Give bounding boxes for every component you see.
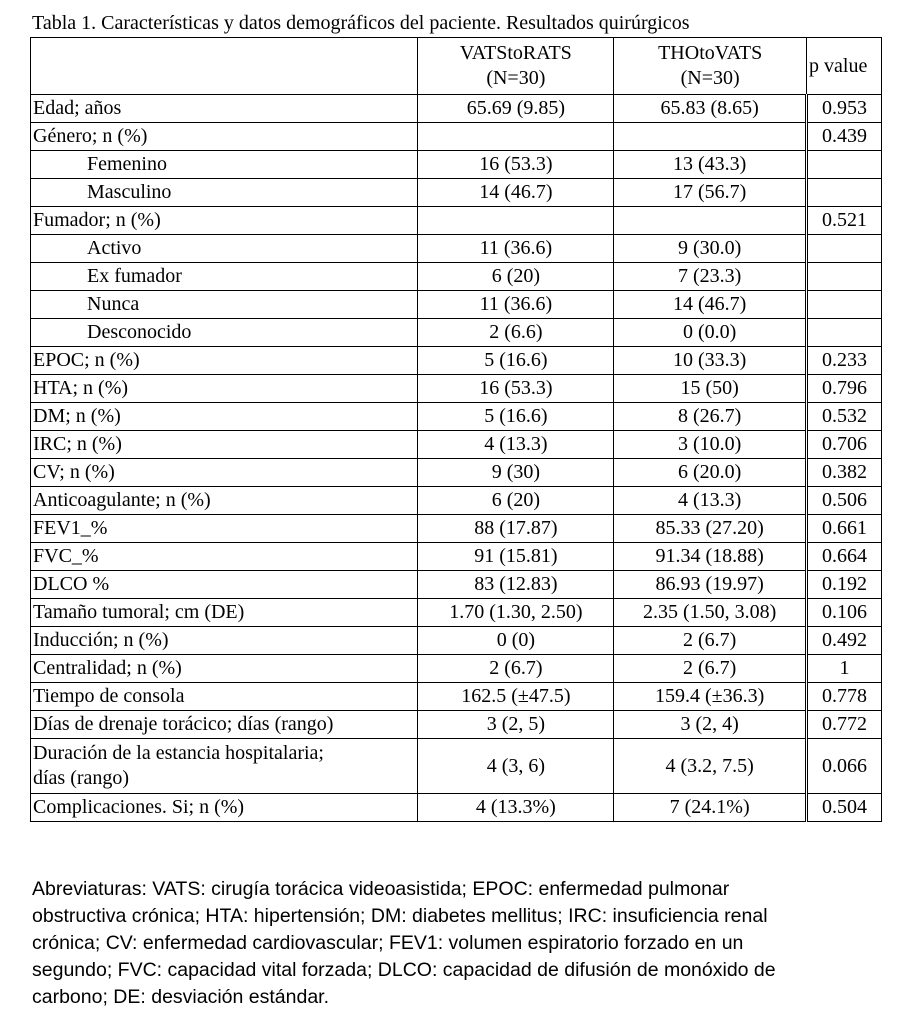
table-row bbox=[31, 263, 882, 291]
value-thotovats: 159.4 (±36.3) bbox=[614, 683, 807, 711]
header-thotovats-n: (N=30) bbox=[680, 67, 740, 89]
value-thotovats: 2 (6.7) bbox=[614, 627, 807, 655]
table-row bbox=[31, 599, 882, 627]
table-row bbox=[31, 655, 882, 683]
value-p: 0.664 bbox=[807, 543, 882, 571]
value-p: 0.772 bbox=[807, 711, 882, 739]
row-label: FEV1_% bbox=[31, 515, 418, 543]
value-thotovats: 8 (26.7) bbox=[614, 403, 807, 431]
note-line: carbono; DE: desviación estándar. bbox=[32, 986, 330, 1008]
row-label: Tamaño tumoral; cm (DE) bbox=[31, 599, 418, 627]
row-label: DM; n (%) bbox=[31, 403, 418, 431]
value-vatstorats: 16 (53.3) bbox=[418, 151, 614, 179]
value-thotovats: 7 (23.3) bbox=[614, 263, 807, 291]
value-thotovats: 4 (13.3) bbox=[614, 487, 807, 515]
row-label: Desconocido bbox=[31, 319, 418, 347]
value-p: 0.506 bbox=[807, 487, 882, 515]
value-vatstorats: 5 (16.6) bbox=[418, 347, 614, 375]
row-label: FVC_% bbox=[31, 543, 418, 571]
table-row bbox=[31, 403, 882, 431]
value-vatstorats: 14 (46.7) bbox=[418, 179, 614, 207]
row-label: Activo bbox=[31, 235, 418, 263]
value-thotovats: 85.33 (27.20) bbox=[614, 515, 807, 543]
value-vatstorats bbox=[418, 207, 614, 235]
table-row bbox=[31, 375, 882, 403]
note-line: Abreviaturas: VATS: cirugía torácica videoasistida; EPOC: enfermedad pulmonar bbox=[32, 878, 730, 900]
value-thotovats bbox=[614, 123, 807, 151]
patient-characteristics-table bbox=[30, 37, 882, 822]
value-vatstorats: 9 (30) bbox=[418, 459, 614, 487]
value-vatstorats: 65.69 (9.85) bbox=[418, 95, 614, 123]
table-row bbox=[31, 571, 882, 599]
value-p bbox=[807, 151, 882, 179]
row-label-line1: Duración de la estancia hospitalaria; bbox=[33, 742, 324, 764]
value-p: 0.492 bbox=[807, 627, 882, 655]
row-label: Ex fumador bbox=[31, 263, 418, 291]
value-vatstorats: 6 (20) bbox=[418, 487, 614, 515]
value-p: 0.953 bbox=[807, 95, 882, 123]
table-row bbox=[31, 207, 882, 235]
value-vatstorats bbox=[418, 123, 614, 151]
table-row bbox=[31, 683, 882, 711]
value-vatstorats: 4 (3, 6) bbox=[418, 739, 614, 794]
table-row bbox=[31, 431, 882, 459]
value-thotovats: 3 (10.0) bbox=[614, 431, 807, 459]
value-vatstorats: 2 (6.6) bbox=[418, 319, 614, 347]
value-thotovats: 3 (2, 4) bbox=[614, 711, 807, 739]
value-thotovats: 2 (6.7) bbox=[614, 655, 807, 683]
value-vatstorats: 88 (17.87) bbox=[418, 515, 614, 543]
table-row bbox=[31, 543, 882, 571]
row-label: Días de drenaje torácico; días (rango) bbox=[31, 711, 418, 739]
table-row bbox=[31, 794, 882, 822]
note-line: segundo; FVC: capacidad vital forzada; DLCO: capacidad de difusión de monóxido de bbox=[32, 959, 776, 981]
table-row bbox=[31, 235, 882, 263]
value-p: 0.796 bbox=[807, 375, 882, 403]
row-label bbox=[31, 739, 418, 794]
value-vatstorats: 4 (13.3%) bbox=[418, 794, 614, 822]
header-thotovats bbox=[614, 38, 807, 95]
value-thotovats: 9 (30.0) bbox=[614, 235, 807, 263]
value-thotovats: 6 (20.0) bbox=[614, 459, 807, 487]
value-thotovats: 13 (43.3) bbox=[614, 151, 807, 179]
row-label: Centralidad; n (%) bbox=[31, 655, 418, 683]
value-thotovats: 7 (24.1%) bbox=[614, 794, 807, 822]
value-p bbox=[807, 319, 882, 347]
value-thotovats: 91.34 (18.88) bbox=[614, 543, 807, 571]
table-title: Tabla 1. Características y datos demográficos del paciente. Resultados quirúrgicos bbox=[32, 12, 690, 34]
value-p: 0.521 bbox=[807, 207, 882, 235]
header-row bbox=[31, 38, 882, 95]
table-row bbox=[31, 95, 882, 123]
value-thotovats: 10 (33.3) bbox=[614, 347, 807, 375]
value-p bbox=[807, 291, 882, 319]
header-vatstorats bbox=[418, 38, 614, 95]
row-label: Género; n (%) bbox=[31, 123, 418, 151]
value-thotovats: 4 (3.2, 7.5) bbox=[614, 739, 807, 794]
row-label: Anticoagulante; n (%) bbox=[31, 487, 418, 515]
table-row bbox=[31, 515, 882, 543]
value-vatstorats: 0 (0) bbox=[418, 627, 614, 655]
row-label: Edad; años bbox=[31, 95, 418, 123]
row-label: Femenino bbox=[31, 151, 418, 179]
table-row bbox=[31, 347, 882, 375]
value-p: 0.066 bbox=[807, 739, 882, 794]
row-label: Nunca bbox=[31, 291, 418, 319]
value-thotovats: 86.93 (19.97) bbox=[614, 571, 807, 599]
value-vatstorats: 91 (15.81) bbox=[418, 543, 614, 571]
row-label: Tiempo de consola bbox=[31, 683, 418, 711]
row-label: Fumador; n (%) bbox=[31, 207, 418, 235]
value-vatstorats: 11 (36.6) bbox=[418, 291, 614, 319]
header-p-value: p value bbox=[807, 38, 882, 95]
note-line: crónica; CV: enfermedad cardiovascular; FEV1: volumen espiratorio forzado en un bbox=[32, 932, 744, 954]
abbreviations-note bbox=[32, 876, 892, 1011]
value-p bbox=[807, 263, 882, 291]
value-p: 0.661 bbox=[807, 515, 882, 543]
row-label: CV; n (%) bbox=[31, 459, 418, 487]
header-empty-cell bbox=[31, 38, 418, 95]
value-p: 0.192 bbox=[807, 571, 882, 599]
table-row bbox=[31, 739, 882, 794]
header-thotovats-name: THOtoVATS bbox=[658, 42, 763, 64]
table-row bbox=[31, 627, 882, 655]
value-vatstorats: 3 (2, 5) bbox=[418, 711, 614, 739]
value-p bbox=[807, 179, 882, 207]
note-line: obstructiva crónica; HTA: hipertensión; DM: diabetes mellitus; IRC: insuficiencia renal bbox=[32, 905, 768, 927]
row-label: IRC; n (%) bbox=[31, 431, 418, 459]
value-p: 1 bbox=[807, 655, 882, 683]
value-p: 0.778 bbox=[807, 683, 882, 711]
table-row bbox=[31, 459, 882, 487]
value-p: 0.706 bbox=[807, 431, 882, 459]
row-label: EPOC; n (%) bbox=[31, 347, 418, 375]
value-p: 0.382 bbox=[807, 459, 882, 487]
value-p: 0.439 bbox=[807, 123, 882, 151]
value-vatstorats: 6 (20) bbox=[418, 263, 614, 291]
row-label: Complicaciones. Si; n (%) bbox=[31, 794, 418, 822]
table-row bbox=[31, 179, 882, 207]
value-thotovats: 2.35 (1.50, 3.08) bbox=[614, 599, 807, 627]
value-vatstorats: 2 (6.7) bbox=[418, 655, 614, 683]
value-vatstorats: 5 (16.6) bbox=[418, 403, 614, 431]
value-p: 0.504 bbox=[807, 794, 882, 822]
header-vatstorats-n: (N=30) bbox=[486, 67, 546, 89]
value-p bbox=[807, 235, 882, 263]
value-vatstorats: 1.70 (1.30, 2.50) bbox=[418, 599, 614, 627]
value-p: 0.106 bbox=[807, 599, 882, 627]
value-vatstorats: 16 (53.3) bbox=[418, 375, 614, 403]
table-row bbox=[31, 319, 882, 347]
value-p: 0.532 bbox=[807, 403, 882, 431]
header-vatstorats-name: VATStoRATS bbox=[459, 42, 572, 64]
table-row bbox=[31, 123, 882, 151]
value-thotovats: 17 (56.7) bbox=[614, 179, 807, 207]
row-label: Masculino bbox=[31, 179, 418, 207]
row-label-line2: días (rango) bbox=[33, 767, 130, 789]
value-p: 0.233 bbox=[807, 347, 882, 375]
value-vatstorats: 162.5 (±47.5) bbox=[418, 683, 614, 711]
value-vatstorats: 83 (12.83) bbox=[418, 571, 614, 599]
value-vatstorats: 4 (13.3) bbox=[418, 431, 614, 459]
row-label: Inducción; n (%) bbox=[31, 627, 418, 655]
value-thotovats: 0 (0.0) bbox=[614, 319, 807, 347]
value-thotovats: 14 (46.7) bbox=[614, 291, 807, 319]
row-label: HTA; n (%) bbox=[31, 375, 418, 403]
value-thotovats: 65.83 (8.65) bbox=[614, 95, 807, 123]
table-row bbox=[31, 151, 882, 179]
value-vatstorats: 11 (36.6) bbox=[418, 235, 614, 263]
value-thotovats: 15 (50) bbox=[614, 375, 807, 403]
table-row bbox=[31, 487, 882, 515]
row-label: DLCO % bbox=[31, 571, 418, 599]
table-row bbox=[31, 711, 882, 739]
value-thotovats bbox=[614, 207, 807, 235]
table-row bbox=[31, 291, 882, 319]
